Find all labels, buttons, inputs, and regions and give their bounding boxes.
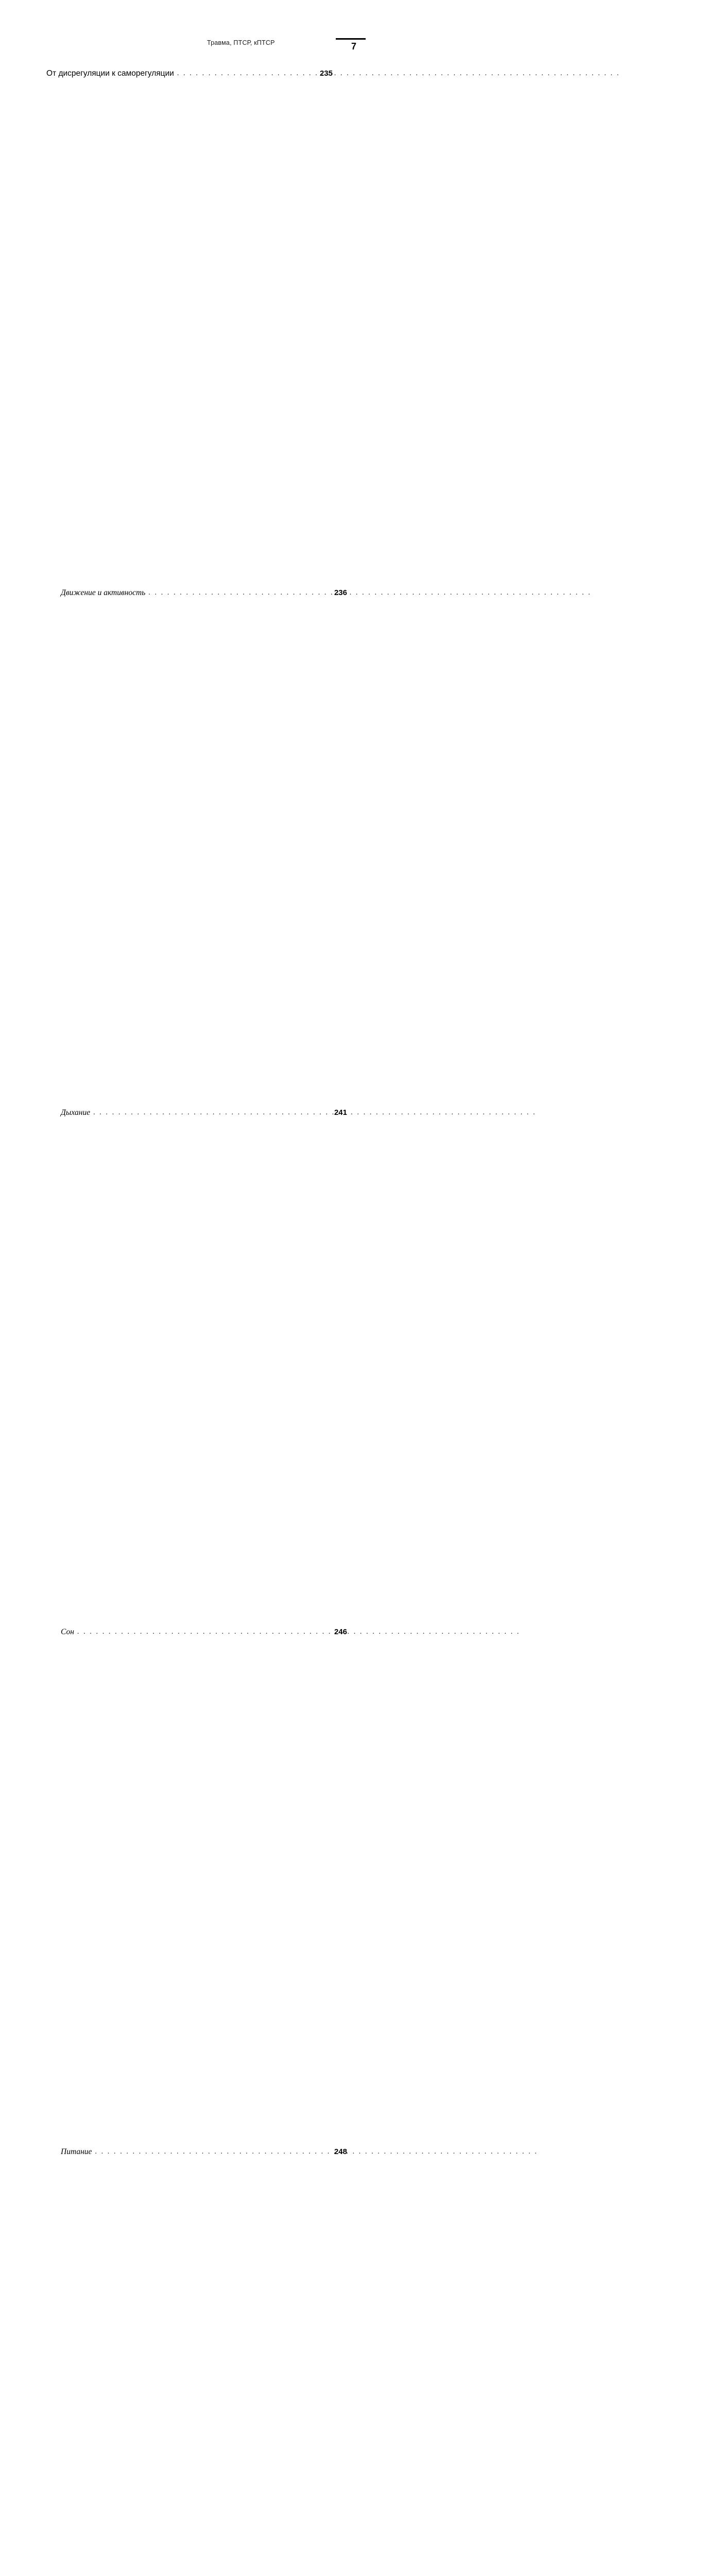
toc-entry[interactable] [46, 589, 347, 1104]
toc-entry-page: 248 [330, 2148, 347, 2576]
toc-leader-dots [93, 1109, 327, 1116]
toc-entry-page: 236 [330, 589, 347, 1104]
toc-entry-page: 241 [330, 1109, 347, 1624]
toc-entry-label: Питание [61, 2148, 92, 2156]
toc-entry-label: Дыхание [61, 1109, 90, 1117]
toc-leader-dots [177, 70, 313, 77]
header-rule [336, 38, 366, 40]
table-of-contents [46, 65, 333, 2576]
toc-entry[interactable] [46, 70, 333, 585]
toc-entry-label: Сон [61, 1628, 74, 1636]
toc-entry-page: 246 [330, 1628, 347, 2143]
book-page [0, 0, 412, 515]
toc-leader-dots [95, 2148, 327, 2156]
running-title: Травма, ПТСР, кПТСР [207, 39, 275, 46]
page-number: 7 [351, 41, 356, 52]
toc-entry-label: От дисрегуляции к саморегуляции [46, 70, 174, 78]
toc-leader-dots [77, 1629, 327, 1636]
toc-entry-label: Движение и активность [61, 589, 145, 597]
toc-leader-dots [148, 589, 327, 597]
toc-entry-page: 235 [315, 70, 333, 585]
toc-entry[interactable] [46, 1109, 347, 1624]
toc-entry[interactable] [46, 1628, 347, 2143]
page-header [46, 38, 366, 56]
toc-entry[interactable] [46, 2148, 347, 2576]
